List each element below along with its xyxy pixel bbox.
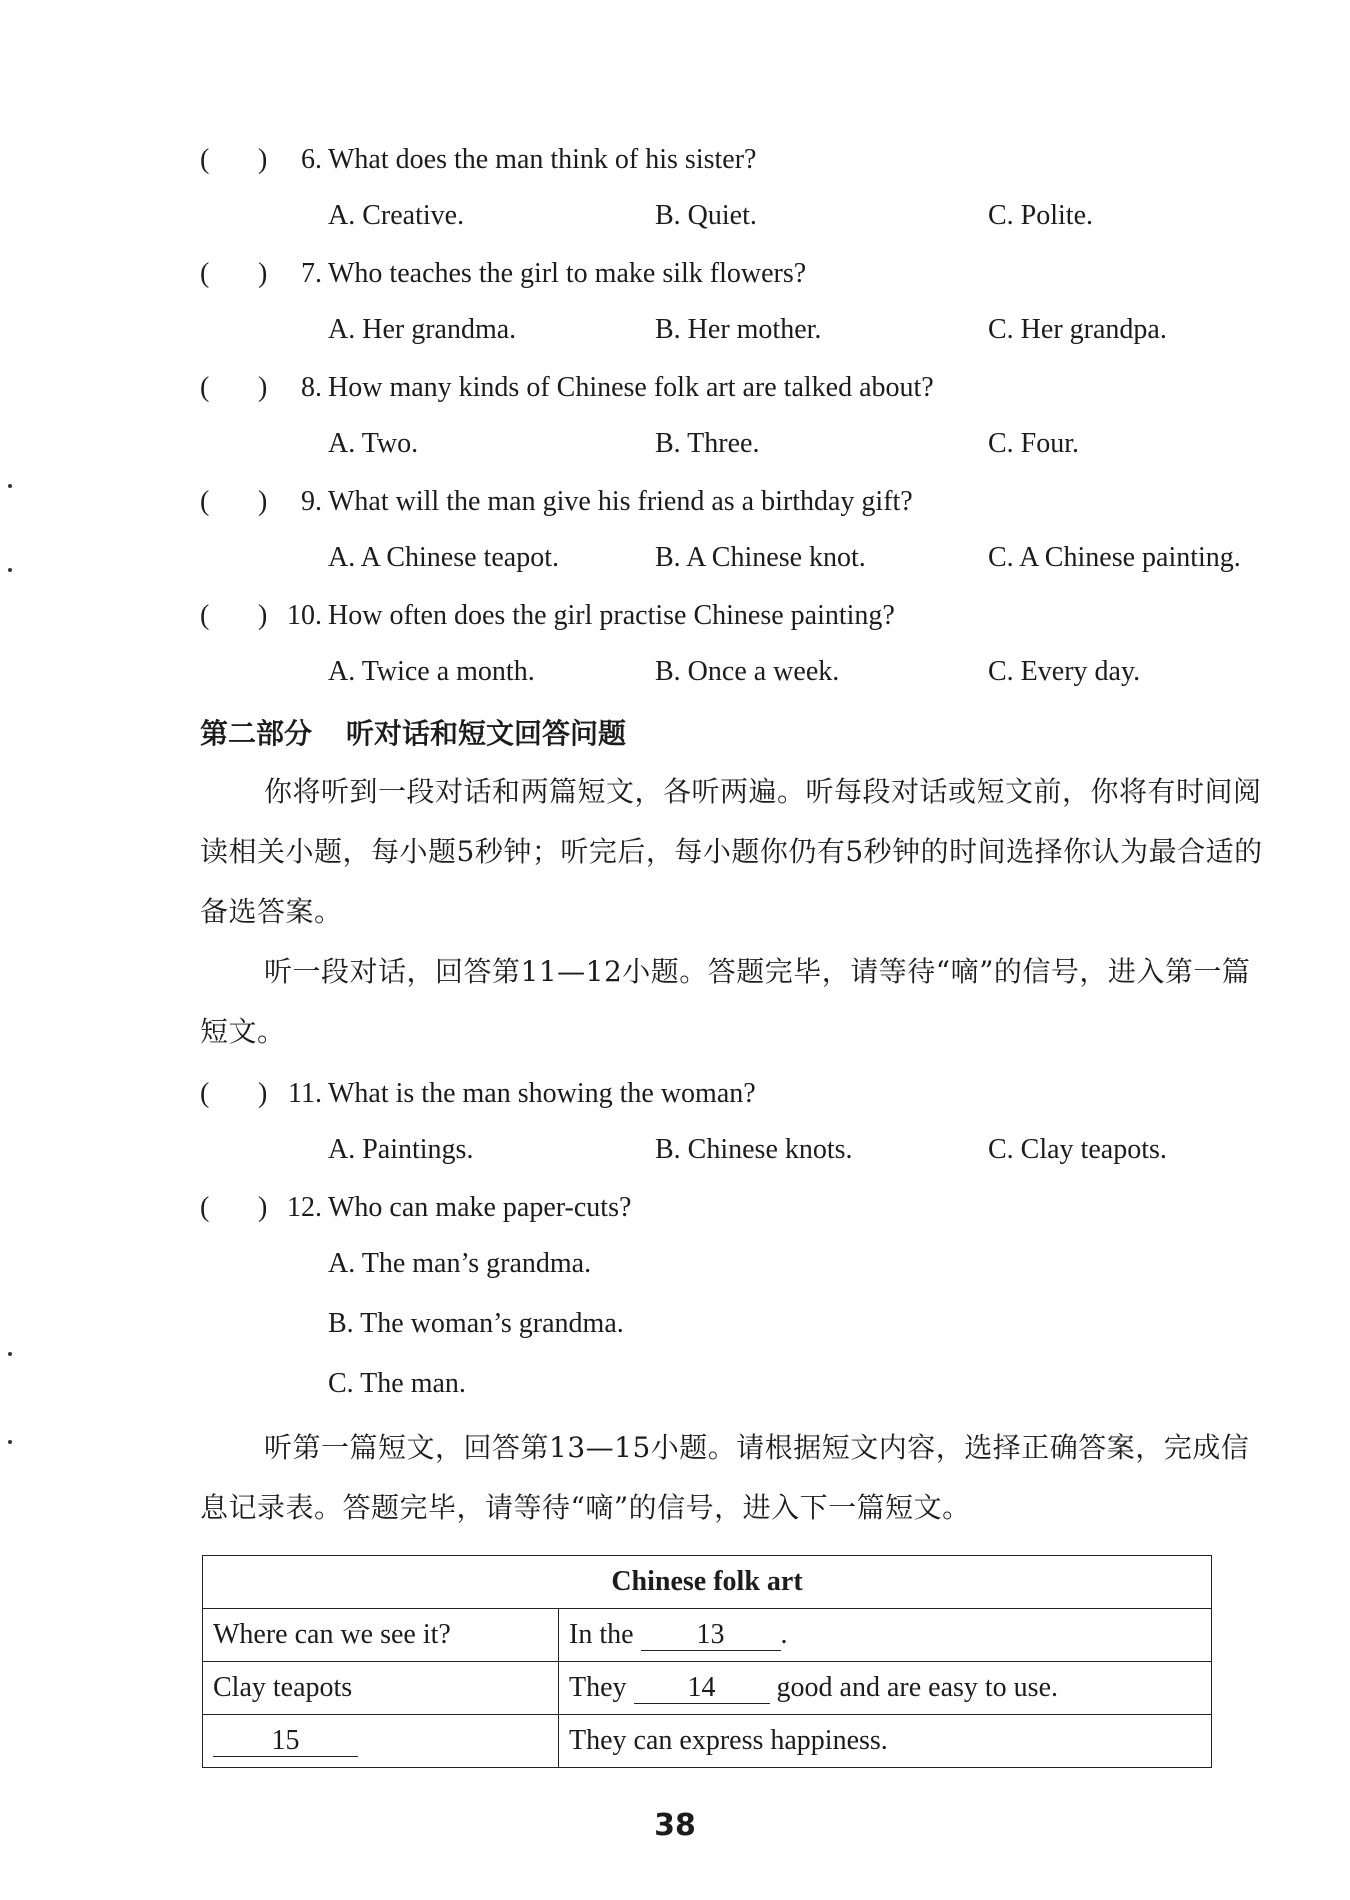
table-row [203, 1715, 1212, 1768]
option-c: C. Clay teapots. [988, 1134, 1167, 1165]
row-value: They 14 good and are easy to use. [559, 1662, 1212, 1715]
question-number: 12. [287, 1192, 322, 1223]
answer-paren-open: ( [200, 1078, 210, 1109]
option-b: B. The woman’s grandma. [328, 1308, 624, 1339]
passage1-instructions: 听第一篇短文，回答第13—15小题。请根据短文内容，选择正确答案，完成信息记录表。答题完毕，请等待“嘀”的信号，进入下一篇短文。 [200, 1431, 1250, 1524]
answer-paren-close: ) [258, 600, 268, 631]
scan-speck [8, 1352, 12, 1356]
option-c: C. Every day. [988, 656, 1141, 687]
answer-blank-15[interactable]: 15 [213, 1726, 358, 1757]
option-c: C. Four. [988, 428, 1080, 459]
option-c: C. Her grandpa. [988, 314, 1167, 345]
question-text: Who teaches the girl to make silk flowers? [328, 258, 807, 289]
option-a: A. A Chinese teapot. [328, 542, 559, 573]
option-c: C. The man. [328, 1368, 466, 1399]
question-number: 11. [288, 1078, 322, 1109]
section-title-text: 听对话和短文回答问题 [346, 717, 627, 750]
option-b: B. Quiet. [655, 200, 757, 231]
option-b: B. A Chinese knot. [655, 542, 866, 573]
option-b: B. Her mother. [655, 314, 822, 345]
section-instructions: 你将听到一段对话和两篇短文，各听两遍。听每段对话或短文前，你将有时间阅读相关小题，每小题5秒钟；听完后，每小题你仍有5秒钟的时间选择你认为最合适的备选答案。 [200, 775, 1263, 928]
question-text: How many kinds of Chinese folk art are talked about? [328, 372, 934, 403]
question-number: 6. [301, 144, 322, 175]
answer-paren-open: ( [200, 1192, 210, 1223]
question-number: 10. [287, 600, 322, 631]
table-title: Chinese folk art [203, 1556, 1212, 1609]
option-a: A. Two. [328, 428, 419, 459]
answer-paren-close: ) [258, 486, 268, 517]
option-b: B. Three. [655, 428, 760, 459]
answer-paren-close: ) [258, 144, 268, 175]
option-a: A. Twice a month. [328, 656, 535, 687]
answer-paren-close: ) [258, 372, 268, 403]
question-number: 8. [301, 372, 322, 403]
option-a: A. Creative. [328, 200, 465, 231]
answer-paren-open: ( [200, 144, 210, 175]
section-part-label: 第二部分 [200, 717, 313, 750]
page-number: 38 [654, 1808, 696, 1843]
option-a: A. Her grandma. [328, 314, 517, 345]
question-text: What is the man showing the woman? [328, 1078, 756, 1109]
question-text: Who can make paper-cuts? [328, 1192, 632, 1223]
table-row [203, 1609, 1212, 1662]
answer-paren-open: ( [200, 600, 210, 631]
answer-paren-open: ( [200, 258, 210, 289]
section-heading [200, 712, 626, 756]
option-b: B. Chinese knots. [655, 1134, 853, 1165]
answer-blank-13[interactable]: 13 [641, 1620, 781, 1651]
question-text: How often does the girl practise Chinese painting? [328, 600, 895, 631]
option-c: C. Polite. [988, 200, 1094, 231]
option-a: A. Paintings. [328, 1134, 474, 1165]
question-text: What does the man think of his sister? [328, 144, 757, 175]
answer-paren-open: ( [200, 486, 210, 517]
question-text: What will the man give his friend as a birthday gift? [328, 486, 913, 517]
answer-paren-close: ) [258, 258, 268, 289]
scan-speck [8, 1440, 12, 1444]
row-label: Where can we see it? [203, 1609, 559, 1662]
question-number: 9. [301, 486, 322, 517]
scan-speck [8, 484, 12, 488]
option-b: B. Once a week. [655, 656, 840, 687]
scan-speck [8, 568, 12, 572]
table-row [203, 1662, 1212, 1715]
row-label: Clay teapots [203, 1662, 559, 1715]
answer-paren-open: ( [200, 372, 210, 403]
dialog-instructions: 听一段对话，回答第11—12小题。答题完毕，请等待“嘀”的信号，进入第一篇短文。 [200, 955, 1251, 1048]
row-value: In the 13 . [559, 1609, 1212, 1662]
option-a: A. The man’s grandma. [328, 1248, 592, 1279]
option-c: C. A Chinese painting. [988, 542, 1241, 573]
answer-paren-close: ) [258, 1192, 268, 1223]
answer-blank-14[interactable]: 14 [634, 1673, 770, 1704]
info-record-table [202, 1555, 1212, 1768]
answer-paren-close: ) [258, 1078, 268, 1109]
question-number: 7. [301, 258, 322, 289]
row-value: They can express happiness. [559, 1715, 1212, 1768]
row-label [203, 1715, 559, 1768]
